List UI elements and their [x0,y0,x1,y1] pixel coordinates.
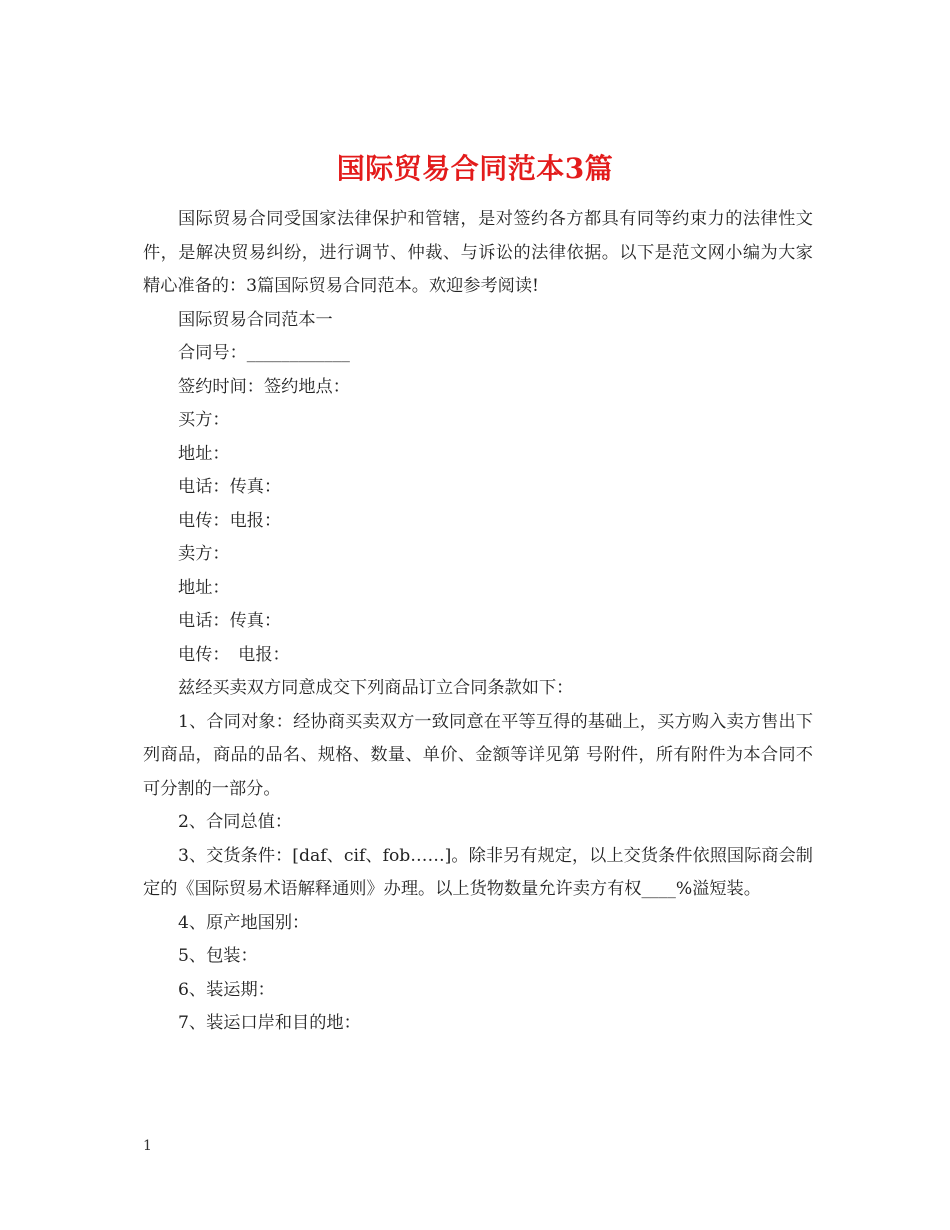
buyer-telex-telegram-line: 电传：电报： [178,510,282,531]
clause-4: 4、原产地国别： [178,912,310,933]
signing-info-line: 签约时间：签约地点： [178,376,350,397]
clause-1: 1、合同对象：经协商买卖双方一致同意在平等互得的基础上，买方购入卖方售出下列商品，商品的品名、规格、数量、单价、金额等详见第 号附件，所有附件为本合同不可分割的一部分。 [143,711,813,799]
agreement-intro-line: 兹经买卖双方同意成交下列商品订立合同条款如下： [178,678,574,698]
buyer-phone-fax-line: 电话：传真： [178,477,282,497]
clause-3: 3、交货条件：[daf、cif、fob……]。除非另有规定，以上交货条件依照国际商会制定的《国际贸易术语解释通则》办理。以上货物数量允许卖方有权____%溢短装。 [143,845,813,899]
seller-telex-telegram-line: 电传： 电报： [178,644,290,665]
intro-paragraph: 国际贸易合同受国家法律保护和管辖，是对签约各方都具有同等约束力的法律性文件，是解决贸易纠纷，进行调节、仲裁、与诉讼的法律依据。以下是范文网小编为大家精心准备的：3篇国际贸易合同范本。欢迎参考阅读! [143,209,813,296]
buyer-address-line: 地址： [178,443,230,464]
section-heading-contract-1: 国际贸易合同范本一 [178,309,333,330]
clause-7: 7、装运口岸和目的地： [178,1013,361,1033]
page-number: 1 [143,1138,152,1154]
clause-2: 2、合同总值： [178,812,293,832]
seller-phone-fax-line: 电话：传真： [178,611,282,631]
clause-6: 6、装运期： [178,979,275,1000]
clause-5: 5、包装： [178,946,258,966]
seller-address-line: 地址： [178,577,230,598]
document-body [143,203,813,1041]
seller-line: 卖方： [178,544,230,564]
contract-number-line: 合同号：____________ [178,343,350,363]
page-title: 国际贸易合同范本3篇 [336,151,614,185]
buyer-line: 买方： [178,410,230,430]
